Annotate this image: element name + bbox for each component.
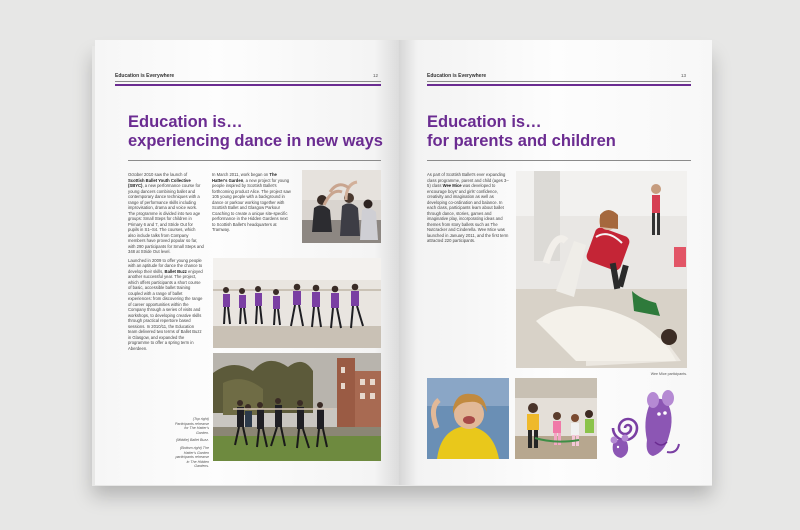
right-body-column — [427, 172, 510, 247]
right-heading-rule — [427, 160, 691, 161]
left-captions — [175, 417, 209, 472]
parent-child-illustration — [516, 171, 687, 368]
wee-mice-photo-caption: Wee Mice participants. — [650, 372, 687, 376]
left-page-number: 12 — [373, 73, 379, 78]
left-heading — [128, 113, 383, 151]
left-heading-line2: experiencing dance in new ways — [128, 132, 383, 150]
photo-hidden-gardens — [213, 353, 381, 461]
caption-top-right: (Top right) Participants rehearse for The Hatter's Garden. — [175, 417, 209, 435]
left-heading-line1: Education is… — [128, 113, 243, 131]
left-heading-rule — [128, 160, 381, 161]
class-teacher-illustration — [515, 378, 597, 459]
text-run: , a new performance course for young dancers combining ballet and contemporary dance techniques with a range of performance skills including improvisation, drama and voice work. The programme is divided into two age groups: Small Steps for children in Primary 6 and 7, and Stride Out for pupils in S1–S4. The courses, which also include talks from Company members have proved popular so far, with 290 participants for Small Steps and 348 at Stride Out level. — [128, 183, 204, 254]
wee-mice-mascot — [605, 382, 683, 462]
text-run: Launched in 2009 to offer young people with an aptitude for dance the chance to develop their skills, — [128, 257, 203, 274]
right-purple-rule — [427, 84, 691, 86]
left-col1-para2 — [128, 258, 204, 352]
ballet-buzz-name: Ballet Buzz — [164, 268, 187, 274]
left-purple-rule — [115, 84, 381, 86]
photo-girl-yellow — [427, 378, 509, 459]
left-running-head: Education is Everywhere — [115, 73, 175, 79]
photo-ballet-buzz — [213, 258, 381, 348]
text-run: In March 2011, work began on — [212, 172, 270, 177]
right-heading — [427, 113, 616, 151]
left-column-2 — [212, 172, 291, 236]
right-page — [399, 40, 712, 485]
left-column-1 — [128, 172, 204, 354]
text-run: enjoyed another successful year. The project, which offers participants a short course of basic, accessible ballet training coupled with a range of ballet experiences: from discovering the range of career opportunities within the Company through a series of visits and workshops, to developing creative skills through practical repertoire based sessions. In 2010/11, the Education team delivered two terms of Ballet Buzz in Glasgow, and expanded the programme to offer a spring term in Aberdeen. — [128, 268, 203, 351]
text-run: was developed to encourage boys' and girls' confidence, creativity and imagination as well as developing co-ordination and balance. In each class, participants learn about ballet through dance, stories, games and imaginative play, incorporating ideas and themes from story ballets such as The Nutcracker and Cinderella. Wee Mice was launched in January 2011, and the first term attracted 220 participants. — [427, 183, 509, 243]
text-run: , a new project for young people inspired by Scottish Ballet's forthcoming product Alice. The project saw 105 young people with a background in dance or parkour working together with Scottish Ballet and Glasgow Parkour Coaching to create a unique site-specific performance in the Hidden Gardens next to Scottish Ballet's headquarters at Tramway. — [212, 177, 291, 232]
left-page — [95, 40, 399, 485]
rehearsal-illustration — [302, 170, 381, 243]
text-run: October 2010 saw the launch of — [128, 172, 188, 177]
right-page-number: 13 — [681, 73, 687, 78]
hatters-garden-name: The Hatter's Garden — [212, 172, 277, 183]
mouse-mascot-icon — [605, 382, 683, 462]
left-col1-para1 — [128, 172, 204, 255]
caption-middle: (Middle) Ballet Buzz. — [176, 438, 209, 443]
caption-bottom-right: (Bottom right) The Hatter's Garden participants rehearse in The Hidden Gardens. — [175, 445, 209, 469]
left-col2-para1 — [212, 172, 291, 233]
right-heading-line1: Education is… — [427, 113, 542, 131]
right-thin-rule — [427, 81, 691, 82]
right-running-head: Education is Everywhere — [427, 73, 487, 79]
photo-class-teacher — [515, 378, 597, 459]
ballet-class-illustration — [213, 258, 381, 348]
girl-yellow-illustration — [427, 378, 509, 459]
text-run: As part of Scottish Ballet's ever expanding class programme, parent and child (ages 3–5) class — [427, 172, 509, 188]
right-para1 — [427, 172, 510, 244]
photo-wee-mice-main — [516, 171, 687, 368]
wee-mice-name: Wee Mice — [442, 183, 462, 188]
left-thin-rule — [115, 81, 381, 82]
sbyc-name: Scottish Ballet Youth Collective (SBYC) — [128, 177, 191, 188]
photo-hatters-garden-rehearsal — [302, 170, 381, 243]
garden-rehearsal-illustration — [213, 353, 381, 461]
right-heading-line2: for parents and children — [427, 132, 616, 150]
